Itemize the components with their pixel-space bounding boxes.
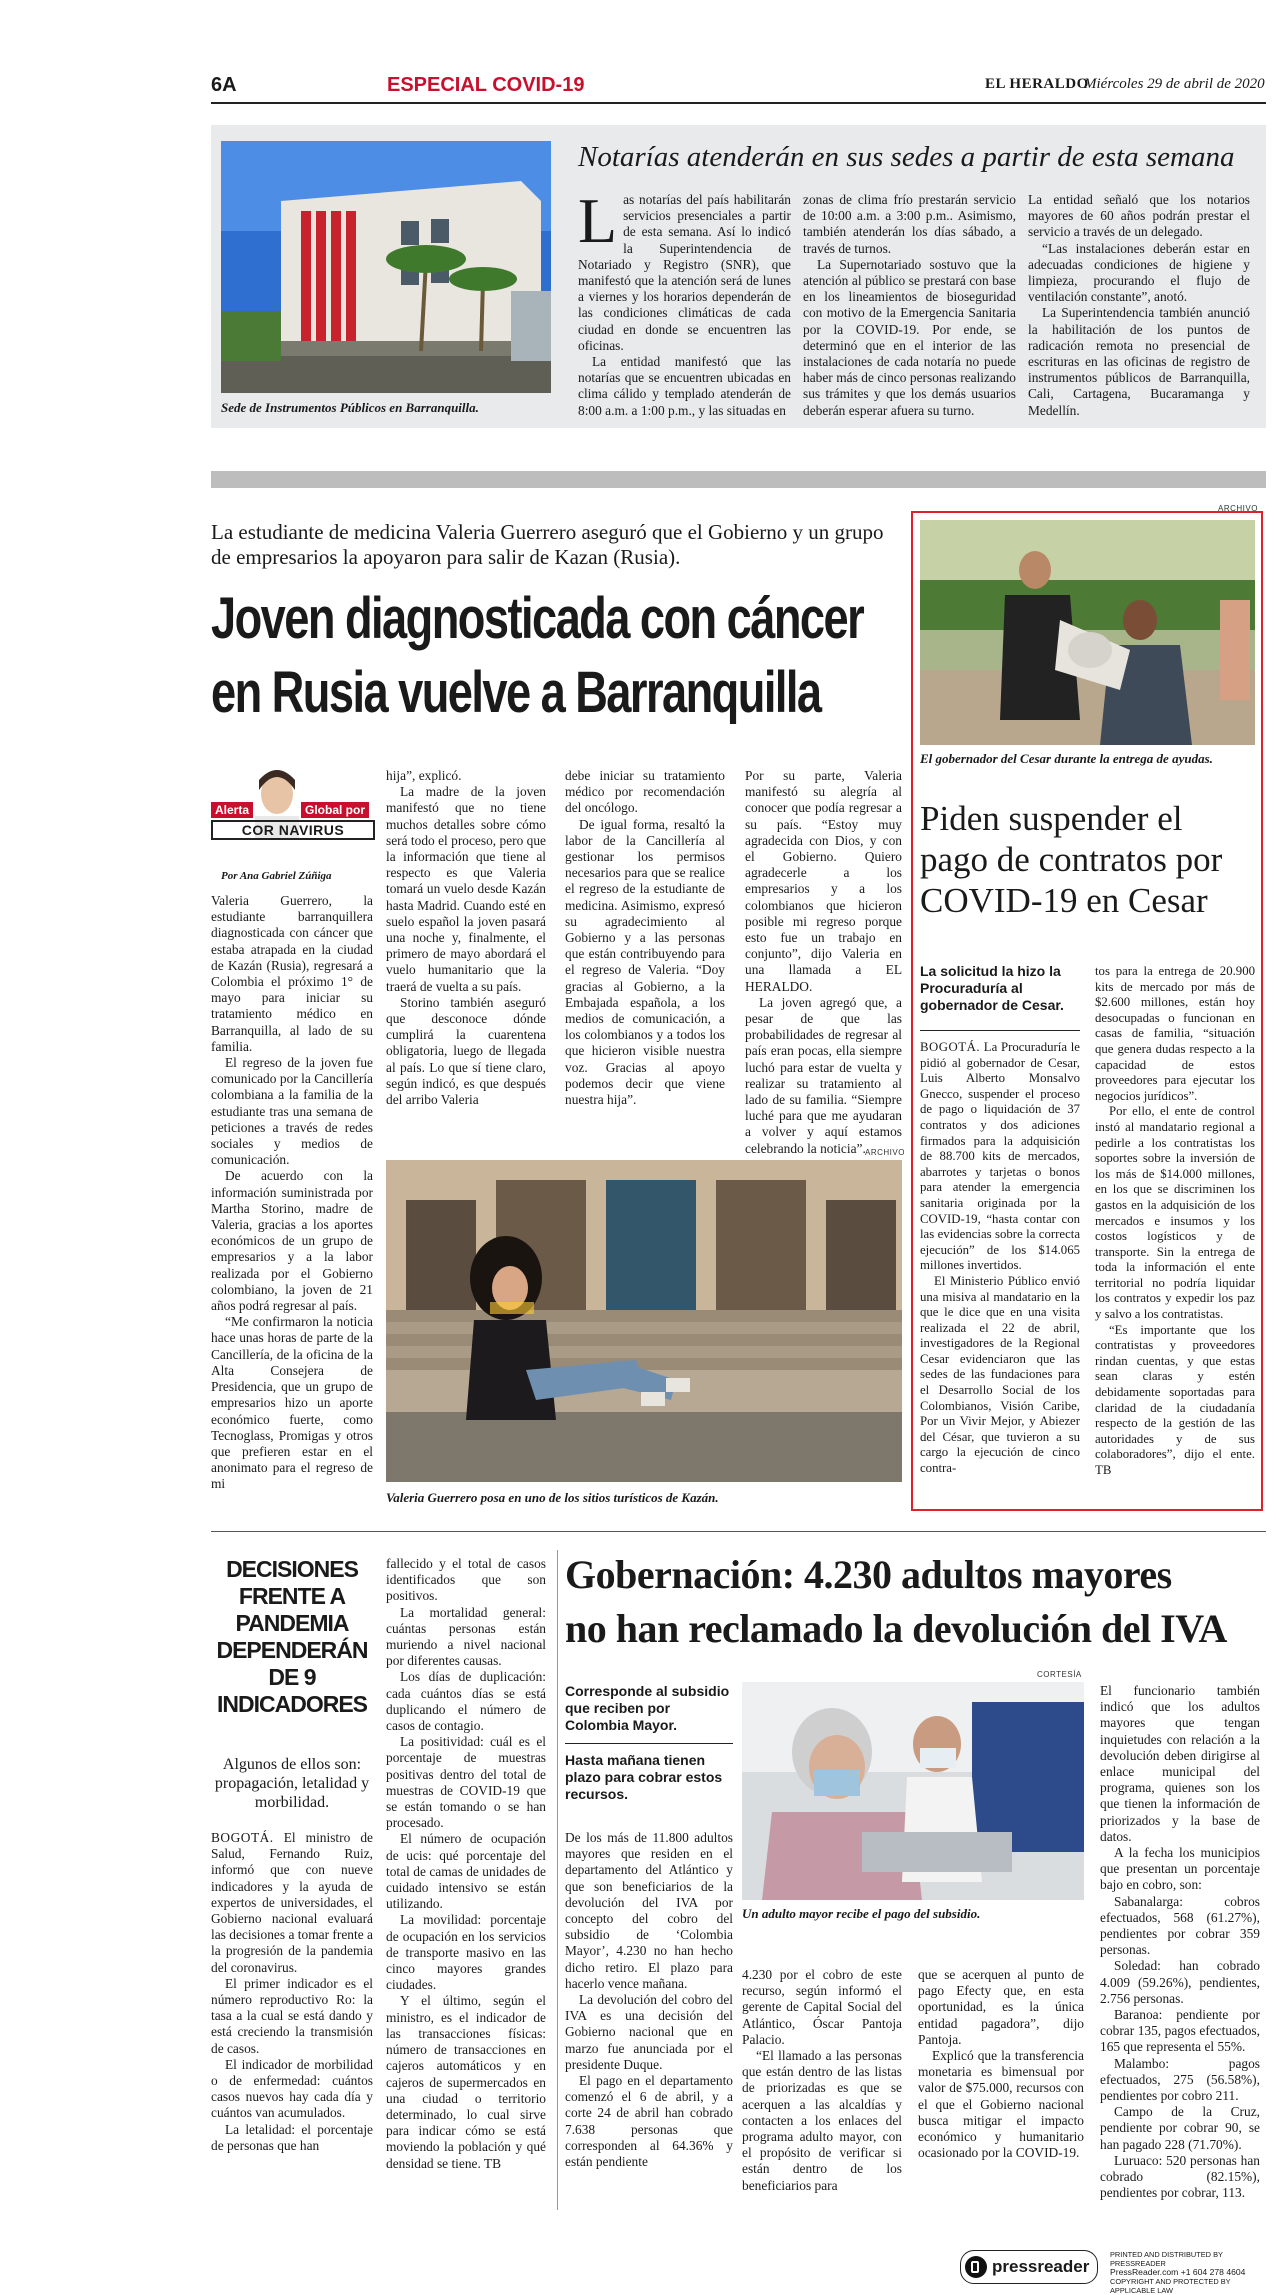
- bottom-section-rule: [211, 1531, 1266, 1532]
- joven-paragraph: hija”, explicó.: [386, 768, 462, 783]
- joven-paragraph: Storino también aseguró que desconoce dónde cumplirá la cuarentena obligatoria, luego de llegada al país. Lo que sí tiene claro, según indicó, es que después del arribo Valeria: [386, 994, 546, 1108]
- gobernacion-paragraph: Malambo: pagos efectuados, 275 (56.58%), pendientes por cobro 211.: [1100, 2055, 1260, 2104]
- gobernacion-caption: Un adulto mayor recibe el pago del subsidio.: [742, 1906, 981, 1921]
- gobernacion-paragraph: 4.230 por el cobro de este recurso, según informó el gerente de Capital Social del Atlántico, Óscar Pantoja Palacio.: [742, 1967, 902, 2047]
- decisiones-headline: DECISIONES FRENTE A PANDEMIA DEPENDERÁN DE 9 INDICADORES: [216, 1556, 368, 1717]
- gobernacion-paragraph: La devolución del cobro del IVA es una decisión del Gobierno nacional que en marzo fue anunciada por el presidente Duque.: [565, 1992, 733, 2072]
- notarias-paragraph: “Las instalaciones deberán estar en adecuadas condiciones de higiene y limpieza, procurando el flujo de ventilación constante”, anotó.: [1028, 240, 1250, 305]
- decisiones-paragraph: El primer indicador es el número reproductivo Ro: la tasa a la cual se está dando y está creciendo la transmisión de casos.: [211, 1975, 373, 2056]
- joven-col-1: [211, 893, 373, 1493]
- building-illustration: [221, 141, 551, 393]
- decisiones-paragraph: La positividad: cuál es el porcentaje de muestras positivas dentro del total de muestras de COVID-19 que se están tomando o se han procesado.: [386, 1734, 546, 1831]
- joven-paragraph: “Me confirmaron la noticia hace unas horas de parte de la Cancillería, de la oficina de la Alta Consejera de Presidencia, que un grupo de empresarios hizo un aporte económico fuerte, como Tecnoglass, Promigas y otros que prefieren estar en el anonimato para el regreso de mi: [211, 1314, 373, 1492]
- joven-byline: Por Ana Gabriel Zúñiga: [221, 870, 332, 882]
- gobernacion-paragraph: Sabanalarga: cobros efectuados, 568 (61.27%), pendientes por cobrar 359 personas.: [1100, 1893, 1260, 1958]
- cesar-caption: El gobernador del Cesar durante la entrega de ayudas.: [920, 751, 1213, 766]
- page-date: Miércoles 29 de abril de 2020: [1084, 76, 1265, 92]
- cesar-paragraph: tos para la entrega de 20.900 kits de mercado por más de $2.600 millones, están hoy desocupadas o funcionan en casas de familia, “situación que genera dudas respecto a la capacidad de estos proveedores para ejecutar los negocios jurídicos”.: [1095, 964, 1255, 1103]
- cesar-photo: [920, 520, 1255, 745]
- joven-headline-line-1: Joven diagnosticada con cáncer: [211, 586, 864, 651]
- joven-photo-caption: Valeria Guerrero posa en uno de los sitios turísticos de Kazán.: [386, 1490, 719, 1505]
- gobernacion-paragraph: A la fecha los municipios que presentan un porcentaje bajo en cobro, son:: [1100, 1845, 1260, 1893]
- notarias-col-3: [1028, 192, 1250, 419]
- notarias-paragraph: Las notarías del país habilitarán servicios presenciales a partir de esta semana. Así lo indicó la Superintendencia de Notariado y Registro (SNR), que manifestó que la atención será de lunes a viernes y los horarios dependerán de las condiciones climáticas de cada ciudad en donde se encuentren las oficinas.: [578, 185, 791, 353]
- gobernacion-photo-credit: CORTESÍA: [1037, 1670, 1082, 1679]
- gobernacion-paragraph: “El llamado a las personas que están dentro de las listas de priorizadas es que se acerquen a las alcaldías y contacten a los enlaces del programa adulto mayor, con el propósito de verificar si están dentro de los beneficiarios para: [742, 2048, 902, 2193]
- cesar-subhead: La solicitud la hizo la Procuraduría al gobernador de Cesar.: [920, 963, 1064, 1013]
- decisiones-deck: Algunos de ellos son: propagación, letalidad y morbilidad.: [214, 1756, 370, 1811]
- gobernacion-col-1: [565, 1830, 733, 2170]
- kazan-scene-illustration: [386, 1160, 902, 1482]
- notarias-caption: Sede de Instrumentos Públicos en Barranquilla.: [221, 400, 479, 415]
- decisiones-paragraph: El número de ocupación de ucis: qué porcentaje del total de camas de unidades de cuidado intensivo se están utilizando.: [386, 1831, 546, 1912]
- gobernacion-subhead-2: Hasta mañana tienen plazo para cobrar estos recursos.: [565, 1752, 723, 1802]
- gobernacion-headline-line-2: no han reclamado la devolución del IVA: [565, 1606, 1227, 1651]
- header-rule: [211, 102, 1266, 104]
- decisiones-paragraph: La mortalidad general: cuántas personas están muriendo a nivel nacional por diferentes causas.: [386, 1604, 546, 1669]
- notarias-paragraph: La Supernotariado sostuvo que la atención al público se prestará con base en los lineamientos de bioseguridad con motivo de la Emergencia Sanitaria por la COVID-19. Por ende, se determinó que en el interior de las instalaciones de cada notaría no puede haber más de cinco personas realizando sus trámites y que los demás usuarios deberán esperar afuera su turno.: [803, 256, 1016, 418]
- gobernacion-headline-line-1: Gobernación: 4.230 adultos mayores: [565, 1552, 1172, 1597]
- notarias-paragraph: La entidad señaló que los notarios mayores de 60 años podrán prestar el servicio a través de un delegado.: [1028, 192, 1250, 240]
- gobernacion-col-4: [1100, 1683, 1260, 2202]
- pressreader-brand: pressreader: [992, 2257, 1090, 2276]
- cesar-paragraph: [920, 1040, 1080, 1274]
- joven-col-2: [386, 768, 546, 1108]
- pressreader-line-1: PRINTED AND DISTRIBUTED BY PRESSREADER: [1110, 2250, 1223, 2268]
- joven-headline-line-2: en Rusia vuelve a Barranquilla: [211, 660, 821, 725]
- pressreader-info: [1110, 2250, 1270, 2295]
- masthead: EL HERALDO: [985, 76, 1089, 92]
- joven-deck: La estudiante de medicina Valeria Guerrero aseguró que el Gobierno y un grupo de empresarios la apoyaron para salir de Kazan (Rusia).: [211, 520, 884, 569]
- cesar-subhead-rule: [920, 1030, 1080, 1031]
- notarias-paragraph: La entidad manifestó que las notarías que se encuentren ubicadas en clima cálido y templado atenderán de 8:00 a.m. a 1:00 p.m., y las situadas en: [578, 354, 791, 418]
- decisiones-paragraph-text: El ministro de Salud, Fernando Ruiz, informó que con nueve indicadores y la ayuda de expertos de universidades, el Gobierno nacional evaluará las decisiones a tomar frente a la progresión de la pandemia del coronavirus.: [211, 1830, 373, 1975]
- decisiones-paragraph: Los días de duplicación: cada cuántos días se está duplicando el número de casos de contagio.: [386, 1669, 546, 1734]
- cesar-dateline: BOGOTÁ.: [920, 1040, 981, 1054]
- cesar-col-1: [920, 1040, 1080, 1477]
- notarias-title: Notarías atenderán en sus sedes a partir de esta semana: [578, 141, 1235, 173]
- section-label: ESPECIAL COVID-19: [387, 74, 585, 96]
- decisiones-paragraph: La movilidad: porcentaje de ocupación en los servicios de transporte masivo en las cinco mayores grandes ciudades.: [386, 1912, 546, 1993]
- gobernacion-paragraph: que se acerquen al punto de pago Efecty que, en esta oportunidad, es la única entidad pagadora”, dijo Pantoja.: [918, 1967, 1084, 2047]
- decisiones-paragraph: El indicador de morbilidad o de enfermedad: cuántos casos nuevos hay cada día y cuántos van acumulados.: [211, 2056, 373, 2121]
- joven-paragraph: El regreso de la joven fue comunicado por la Cancillería colombiana a la familia de la estudiante tras una semana de peticiones a través de redes sociales y medios de comunicación.: [211, 1055, 373, 1168]
- gobernacion-col-2: [742, 1967, 902, 2194]
- notarias-col-2: [803, 192, 1016, 419]
- decisiones-col-1: [211, 1830, 373, 2154]
- gobernacion-paragraph: Campo de la Cruz, pendiente por cobrar 90, se han pagado 228 (71.70%).: [1100, 2104, 1260, 2152]
- gobernacion-subhead-1: Corresponde al subsidio que reciben por Colombia Mayor.: [565, 1683, 730, 1733]
- decisiones-paragraph: La letalidad: el porcentaje de personas que han: [211, 2121, 373, 2153]
- cesar-paragraph: El Ministerio Público envió una misiva al mandatario en la que le dice que en una visita realizada el 22 de abril, investigadores de la Regional Cesar evidenciaron que las sedes de las fundaciones para el Desarrollo Social de los Colombianos, Visión Caribe, Por un Vivir Mejor, y Abiezer del César, que tuvieron a su cargo la ejecución de cinco contra-: [920, 1273, 1080, 1476]
- joven-paragraph: La madre de la joven manifestó que no tiene muchos detalles sobre cómo será todo el proceso, pero que la información que tiene al respecto es que Valeria tomará un vuelo desde Kazán hasta Madrid. Cuando esté en suelo español la joven pasará una noche y, finalmente, el primero de mayo abordará el vuelo humanitario que la traerá de vuelta a su país.: [386, 784, 546, 994]
- cesar-headline: Piden suspender el pago de contratos por COVID-19 en Cesar: [920, 799, 1223, 920]
- decisiones-paragraph: [211, 1830, 373, 1976]
- decisiones-paragraph: Y el último, según el ministro, es el indicador de las transacciones físicas: número de transacciones en cajeros automáticos y en cajeros de supermercados en una ciudad o territorio determinado, lo cual sirve para indicar cómo se está moviendo la población y qué densidad se tiene. TB: [386, 1993, 546, 2171]
- joven-paragraph: De acuerdo con la información suministrada por Martha Storino, madre de Valeria, gracias a los aportes económicos de un grupo de empresarios y a la labor realizada por el Gobierno colombiano, la joven de 21 años podrá regresar al país.: [211, 1168, 373, 1314]
- gobernacion-paragraph: De los más de 11.800 adultos mayores que residen en el departamento del Atlántico y que son beneficiarios de la devolución del IVA por concepto del cobro del subsidio de ‘Colombia Mayor’, 4.230 no han hecho dicho retiro. El plazo para hacerlo vence mañana.: [565, 1830, 733, 1991]
- joven-paragraph: Valeria Guerrero, la estudiante barranquillera diagnosticada con cáncer que estaba atrapada en la ciudad de Kazán (Rusia), regresará a Colombia el próximo 1° de mayo para iniciar su tratamiento médico en Barranquilla, al lado de su familia.: [211, 893, 373, 1054]
- notarias-col-1: [578, 185, 791, 419]
- gobernacion-paragraph: Soledad: han cobrado 4.009 (59.26%), pendientes, 2.756 personas.: [1100, 1958, 1260, 2006]
- badge-global-label: Global por: [301, 802, 369, 818]
- gobernacion-paragraph: Luruaco: 520 personas han cobrado (82.15%), pendientes por cobrar, 113.: [1100, 2152, 1260, 2201]
- joven-paragraph: La joven agregó que, a pesar de que las probabilidades de regresar al país eran pocas, ella siempre luchó para estar de vuelta y realizar su tratamiento al lado de su familia. “Siempre luché para que me ayudaran a volver y aquí estamos celebrando la noticia”.: [745, 994, 902, 1156]
- joven-col-4: [745, 768, 902, 1157]
- pressreader-logo[interactable]: [960, 2250, 1098, 2284]
- joven-col-3: [565, 768, 725, 1108]
- page-number: 6A: [211, 74, 237, 96]
- gobernacion-photo: [742, 1682, 1084, 1900]
- joven-paragraph: De igual forma, resaltó la labor de la Cancillería al gestionar los permisos necesarios para que se realice el regreso de la estudiante de medicina. Asimismo, expresó su agradecimiento al Gobierno y a las personas que están contribuyendo para el regreso de Valeria. “Doy gracias al Gobierno, a la Embajada española, a los medios de comunicación, a los colombianos y a todos los que hicieron visible nuestra voz. Gracias al apoyo podemos decir que viene nuestra hija”.: [565, 816, 725, 1108]
- gobernacion-paragraph: Explicó que la transferencia monetaria es bimensual por valor de $75.000, recursos con el que el Gobierno nacional busca mitigar el impacto económico y humanitario ocasionado por la COVID-19.: [918, 2048, 1084, 2161]
- joven-paragraph: Por su parte, Valeria manifestó su alegría al conocer que podía regresar a su país. “Estoy muy agradecida con Dios, y con el Gobierno. Quiero agradecerle a los empresarios y a los colombianos que hicieron posible mi regreso porque esto fue un trabajo en conjunto”, dijo Valeria en una llamada a EL HERALDO.: [745, 768, 902, 994]
- badge-coronavirus-label: COR NAVIRUS: [211, 820, 375, 840]
- cesar-col-2: [1095, 964, 1255, 1479]
- notarias-paragraph: La Superintendencia también anunció la habilitación de los puntos de radicación remota no presencial de escrituras en las oficinas de registro de instrumentos públicos de Barranquilla, Cali, Cartagena, Bucaramanga y Medellín.: [1028, 305, 1250, 418]
- joven-photo: [386, 1160, 902, 1482]
- column-divider: [557, 1550, 558, 2210]
- notarias-paragraph: zonas de clima frío prestarán servicio de 10:00 a.m. a 3:00 p.m.. Asimismo, también atenderán los días sábado, a través de turnos.: [803, 192, 1016, 256]
- gobernacion-paragraph: El pago en el departamento comenzó el 6 de abril, y a corte 24 de abril han cobrado 7.638 personas que corresponden al 64.36% y están pendiente: [565, 2073, 733, 2170]
- pressreader-line-3: COPYRIGHT AND PROTECTED BY APPLICABLE LAW: [1110, 2277, 1231, 2295]
- pressreader-icon: [965, 2256, 987, 2278]
- gobernacion-paragraph: Baranoa: pendiente por cobrar 135, pagos efectuados, 165 que representa el 55%.: [1100, 2007, 1260, 2055]
- alerta-badge: [211, 768, 376, 858]
- decisiones-col-2: [386, 1556, 546, 2172]
- cesar-paragraph-text: La Procuraduría le pidió al gobernador de Cesar, Luis Alberto Monsalvo Gnecco, suspender el proceso de pago o liquidación de 37 contratos y dos adiciones firmados para la adquisición de 88.700 kits de mercados, abarrotes y tarjetas o bonos para atender la emergencia sanitaria originada por la COVID-19, “hasta contar con las evidencias sobre la correcta ejecución” de los $14.065 millones invertidos.: [920, 1040, 1080, 1273]
- joven-photo-credit: ARCHIVO: [865, 1148, 905, 1157]
- section-divider: [211, 471, 1266, 488]
- cesar-paragraph: Por ello, el ente de control instó al mandatario regional a pedirle a los contratistas los soportes sobre la inversión de los más de $14.000 millones, en los que se discriminen los gastos en la adquisición de los mercados e insumos y los costos logísticos y de transporte. Sin la entrega de toda la información el ente territorial no podría liquidar los contratos y expedir los paz y salvo a los contratistas.: [1095, 1104, 1255, 1322]
- notarias-photo: [221, 141, 551, 393]
- aid-delivery-illustration: [920, 520, 1255, 745]
- gobernacion-subhead-rule: [565, 1743, 733, 1744]
- subsidy-payment-illustration: [742, 1682, 1084, 1900]
- gobernacion-col-3: [918, 1967, 1084, 2161]
- cesar-photo-credit-top: ARCHIVO: [1218, 504, 1258, 513]
- decisiones-dateline: BOGOTÁ.: [211, 1830, 274, 1845]
- decisiones-paragraph: fallecido y el total de casos identificados que son positivos.: [386, 1556, 546, 1604]
- gobernacion-paragraph: El funcionario también indicó que los adultos mayores que tengan inquietudes con relación a la devolución deben dirigirse al enlace municipal del programa, quienes son los que tienen la información de priorizados y la base de datos.: [1100, 1683, 1260, 1844]
- badge-alerta-label: Alerta: [211, 802, 253, 818]
- pressreader-line-2: PressReader.com +1 604 278 4604: [1110, 2267, 1246, 2277]
- cesar-paragraph: “Es importante que los contratistas y proveedores rindan cuentas, y que estas sean claras y estén debidamente soportadas para claridad de la ciudadanía respecto de la gestión de las autoridades y de sus colaboradores”, dijo el ente. TB: [1095, 1322, 1255, 1477]
- joven-paragraph: debe iniciar su tratamiento médico por recomendación del oncólogo.: [565, 768, 725, 816]
